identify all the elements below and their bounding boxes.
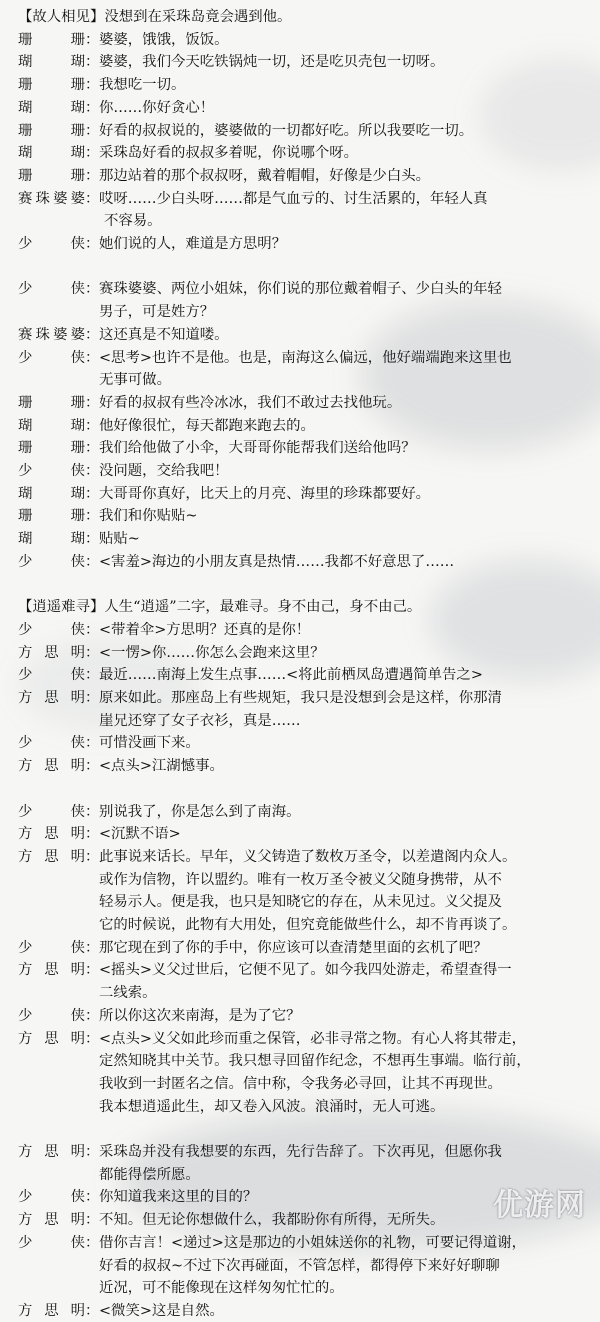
dialogue-text: 好看的叔叔有些冷冰冰，我们不敢过去找他玩。 xyxy=(99,394,402,411)
speaker-name: 少 侠 xyxy=(18,735,85,752)
speaker-colon: ： xyxy=(85,54,100,71)
speaker-name: 少 侠 xyxy=(18,1007,85,1024)
dialogue-line xyxy=(18,732,200,754)
dialogue-line xyxy=(18,1186,257,1208)
dialogue-continuation: 无事可做。 xyxy=(99,372,171,389)
speaker-name: 瑚 瑚 xyxy=(18,145,85,162)
speaker-name: 方思明 xyxy=(18,690,85,706)
dialogue-line xyxy=(18,1141,502,1163)
dialogue-text: 我们给他做了小伞，大哥哥你能帮我们送给他吗？ xyxy=(99,440,416,457)
dialogue-line xyxy=(18,29,229,51)
dialogue-text: <思考>也许不是他。也是，南海这么偏远，他好端端跑来这里也 xyxy=(99,349,512,366)
speaker-name: 少 侠 xyxy=(18,236,85,252)
dialogue-line xyxy=(18,51,444,73)
dialogue-text: <一愣>你……你怎么会跑来这里？ xyxy=(99,644,325,661)
dialogue-text: <摇头>义父过世后，它便不见了。如今我四处游走，希望查得一 xyxy=(99,962,512,979)
speaker-colon: ： xyxy=(85,349,100,366)
dialogue-continuation: 好看的叔叔~不过下次再碰面，不管怎样，都得停下来好好聊聊 xyxy=(99,1257,500,1274)
dialogue-text: 可惜没画下来。 xyxy=(99,735,200,752)
dialogue-continuation: 近况，可不能像现在这样匆匆忙忙的。 xyxy=(99,1280,344,1297)
speaker-colon: ： xyxy=(85,735,100,752)
dialogue-line xyxy=(18,120,473,142)
dialogue-line xyxy=(18,664,483,686)
speaker-colon: ： xyxy=(85,667,100,684)
dialogue-text: <点头>江湖憾事。 xyxy=(99,758,224,775)
dialogue-line xyxy=(18,165,430,187)
dialogue-text: 她们说的人，难道是方思明？ xyxy=(99,236,287,252)
dialogue-line xyxy=(18,801,300,823)
speaker-name: 珊 珊 xyxy=(18,508,85,525)
speaker-colon: ： xyxy=(85,485,100,502)
dialogue-text: 他好像很忙，每天都跑来跑去的。 xyxy=(99,417,315,434)
dialogue-line xyxy=(18,551,454,573)
speaker-colon: ： xyxy=(85,394,100,411)
speaker-colon: ： xyxy=(85,803,100,820)
speaker-name: 瑚 瑚 xyxy=(18,54,85,71)
dialogue-line xyxy=(18,642,325,664)
dialogue-text: 这还真是不知道喽。 xyxy=(99,326,229,343)
dialogue-line xyxy=(18,74,185,96)
dialogue-continuation: 我收到一封匿名之信。信中称，令我务必寻回，让其不再现世。 xyxy=(99,1075,502,1092)
speaker-colon: ： xyxy=(85,167,100,184)
dialogue-text: 采珠岛并没有我想要的东西，先行告辞了。下次再见，但愿你我 xyxy=(99,1144,502,1160)
speaker-name: 瑚 瑚 xyxy=(18,531,85,548)
speaker-colon: ： xyxy=(85,962,100,979)
speaker-name: 珊 珊 xyxy=(18,31,85,48)
dialogue-text: 那边站着的那个叔叔呀，戴着帽帽，好像是少白头。 xyxy=(99,167,430,184)
speaker-name: 赛珠婆婆 xyxy=(18,326,85,343)
speaker-colon: ： xyxy=(85,758,100,775)
dialogue-continuation: 崖兄还穿了女子衣衫，真是…… xyxy=(99,712,301,729)
dialogue-line xyxy=(18,460,229,482)
speaker-name: 少 侠 xyxy=(18,1234,85,1251)
speaker-colon: ： xyxy=(85,99,100,116)
speaker-name: 方思明 xyxy=(18,848,85,865)
dialogue-line xyxy=(18,483,430,505)
dialogue-continuation: 定然知晓其中关节。我只想寻回留作纪念，不想再生事端。临行前， xyxy=(99,1053,531,1070)
dialogue-line xyxy=(18,1209,444,1231)
speaker-name: 方思明 xyxy=(18,1212,85,1229)
dialogue-text: 你……你好贪心！ xyxy=(99,99,215,116)
watermark-logo: 优游网 xyxy=(493,1188,586,1223)
dialogue-text: 好看的叔叔说的，婆婆做的一切都好吃。所以我要吃一切。 xyxy=(99,122,474,139)
speaker-name: 少 侠 xyxy=(18,349,85,366)
dialogue-text: 婆婆，我们今天吃铁锅炖一切，还是吃贝壳包一切呀。 xyxy=(99,54,445,71)
dialogue-line xyxy=(18,347,512,369)
speaker-colon: ： xyxy=(85,281,100,298)
speaker-colon: ： xyxy=(85,1007,100,1024)
speaker-colon: ： xyxy=(85,1212,100,1229)
speaker-colon: ： xyxy=(85,621,100,638)
speaker-colon: ： xyxy=(85,1030,100,1047)
speaker-colon: ： xyxy=(85,1302,100,1319)
dialogue-text: 哎呀……少白头呀……都是气血亏的、讨生活累的，年轻人真 xyxy=(99,190,488,207)
dialogue-line xyxy=(18,324,229,346)
speaker-colon: ： xyxy=(85,1144,100,1160)
speaker-colon: ： xyxy=(85,145,100,162)
dialogue-continuation: 或作为信物，许以盟约。唯有一枚万圣令被义父随身携带，从不 xyxy=(99,871,502,888)
dialogue-continuation: 轻易示人。便是我，也只是知晓它的存在，从未见过。义父提及 xyxy=(99,894,502,911)
dialogue-line xyxy=(18,278,502,300)
speaker-name: 方思明 xyxy=(18,1302,85,1319)
dialogue-text: 大哥哥你真好，比天上的月亮、海里的珍珠都要好。 xyxy=(99,485,430,502)
dialogue-text: <微笑>这是自然。 xyxy=(99,1302,224,1319)
speaker-name: 少 侠 xyxy=(18,803,85,820)
speaker-colon: ： xyxy=(85,531,100,548)
speaker-name: 瑚 瑚 xyxy=(18,417,85,434)
dialogue-text: 婆婆，饿饿，饭饭。 xyxy=(99,31,229,48)
dialogue-line xyxy=(18,1028,526,1050)
speaker-name: 珊 珊 xyxy=(18,440,85,457)
speaker-name: 珊 珊 xyxy=(18,394,85,411)
dialogue-text: 所以你这次来南海，是为了它？ xyxy=(99,1007,301,1024)
dialogue-text: 采珠岛好看的叔叔多着呢，你说哪个呀。 xyxy=(99,145,359,162)
dialogue-text: 没问题，交给我吧！ xyxy=(99,463,229,479)
speaker-colon: ： xyxy=(85,826,100,843)
speaker-name: 珊 珊 xyxy=(18,167,85,184)
dialogue-text: 最近……南海上发生点事……<将此前栖凤岛遭遇简单告之> xyxy=(99,667,483,684)
speaker-colon: ： xyxy=(85,77,100,94)
dialogue-line xyxy=(18,142,358,164)
dialogue-line xyxy=(18,528,140,550)
speaker-colon: ： xyxy=(85,508,100,525)
speaker-name: 少 侠 xyxy=(18,621,85,638)
dialogue-text: 别说我了，你是怎么到了南海。 xyxy=(99,803,301,820)
section-heading: 【逍遥难寻】人生“逍遥”二字，最难寻。身不由己，身不由己。 xyxy=(18,599,422,616)
dialogue-text: 贴贴~ xyxy=(99,531,140,548)
dialogue-text: 不知。但无论你想做什么，我都盼你有所得，无所失。 xyxy=(99,1212,445,1229)
speaker-colon: ： xyxy=(85,31,100,48)
speaker-colon: ： xyxy=(85,190,100,207)
dialogue-text: 借你吉言！<递过>这是那边的小姐妹送你的礼物，可要记得道谢， xyxy=(99,1234,527,1251)
dialogue-line xyxy=(18,687,502,709)
speaker-name: 少 侠 xyxy=(18,463,85,479)
dialogue-line xyxy=(18,1232,526,1254)
speaker-name: 方思明 xyxy=(18,826,85,843)
dialogue-line xyxy=(18,1300,224,1322)
dialogue-continuation: 它的时候说，此物有大用处，但究竟能做些什么，却不肯再谈了。 xyxy=(99,917,517,933)
dialogue-continuation: 都能得偿所愿。 xyxy=(99,1166,200,1183)
dialogue-line xyxy=(18,846,516,868)
dialogue-text: 那它现在到了你的手中，你应该可以查清楚里面的玄机了吧？ xyxy=(99,939,488,956)
dialogue-continuation: 我本想逍遥此生，却又卷入风波。浪涌时，无人可逃。 xyxy=(99,1098,445,1115)
dialogue-text: <带着伞>方思明？还真的是你！ xyxy=(99,621,311,638)
dialogue-text: 原来如此。那座岛上有些规矩，我只是没想到会是这样，你那清 xyxy=(99,690,502,706)
speaker-name: 方思明 xyxy=(18,1144,85,1160)
dialogue-line xyxy=(18,188,488,210)
dialogue-text: 我想吃一切。 xyxy=(99,77,186,94)
speaker-colon: ： xyxy=(85,644,100,661)
dialogue-line xyxy=(18,97,214,119)
speaker-name: 赛珠婆婆 xyxy=(18,190,85,207)
speaker-name: 少 侠 xyxy=(18,667,85,684)
speaker-name: 少 侠 xyxy=(18,553,85,570)
dialogue-continuation: 二线索。 xyxy=(99,985,157,1002)
dialogue-continuation: 男子，可是姓方？ xyxy=(99,304,215,321)
speaker-colon: ： xyxy=(85,417,100,434)
dialogue-text: 此事说来话长。早年，义父铸造了数枚万圣令，以差遣阁内众人。 xyxy=(99,848,517,865)
dialogue-text: <害羞>海边的小朋友真是热情……我都不好意思了…… xyxy=(99,553,455,570)
dialogue-line xyxy=(18,959,512,981)
speaker-name: 方思明 xyxy=(18,644,85,661)
dialogue-line xyxy=(18,619,310,641)
dialogue-line xyxy=(18,1005,300,1027)
dialogue-line xyxy=(18,437,416,459)
dialogue-line xyxy=(18,505,197,527)
dialogue-line xyxy=(18,937,488,959)
dialogue-text: 我们和你贴贴~ xyxy=(99,508,198,525)
speaker-name: 方思明 xyxy=(18,1030,85,1047)
speaker-colon: ： xyxy=(85,1234,100,1251)
speaker-name: 方思明 xyxy=(18,758,85,775)
speaker-colon: ： xyxy=(85,1189,100,1206)
dialogue-text: 你知道我来这里的目的？ xyxy=(99,1189,258,1206)
speaker-name: 珊 珊 xyxy=(18,122,85,139)
dialogue-continuation: 不容易。 xyxy=(104,213,162,230)
speaker-colon: ： xyxy=(85,553,100,570)
dialogue-line xyxy=(18,233,286,255)
speaker-colon: ： xyxy=(85,939,100,956)
dialogue-line xyxy=(18,415,315,437)
speaker-colon: ： xyxy=(85,848,100,865)
dialogue-text: <点头>义父如此珍而重之保管，必非寻常之物。有心人将其带走， xyxy=(99,1030,527,1047)
section-heading: 【故人相见】没想到在采珠岛竟会遇到他。 xyxy=(18,9,292,25)
speaker-name: 瑚 瑚 xyxy=(18,99,85,116)
speaker-name: 少 侠 xyxy=(18,939,85,956)
speaker-colon: ： xyxy=(85,690,100,706)
speaker-colon: ： xyxy=(85,236,100,252)
dialogue-line xyxy=(18,392,401,414)
dialogue-line xyxy=(18,755,224,777)
dialogue-text: 赛珠婆婆、两位小姐妹，你们说的那位戴着帽子、少白头的年轻 xyxy=(99,281,502,298)
speaker-name: 方思明 xyxy=(18,962,85,979)
speaker-colon: ： xyxy=(85,122,100,139)
speaker-name: 珊 珊 xyxy=(18,77,85,94)
speaker-colon: ： xyxy=(85,326,100,343)
speaker-name: 少 侠 xyxy=(18,281,85,298)
speaker-colon: ： xyxy=(85,440,100,457)
speaker-colon: ： xyxy=(85,463,100,479)
dialogue-text: <沉默不语> xyxy=(99,826,181,843)
dialogue-line xyxy=(18,823,181,845)
speaker-name: 少 侠 xyxy=(18,1189,85,1206)
speaker-name: 瑚 瑚 xyxy=(18,485,85,502)
